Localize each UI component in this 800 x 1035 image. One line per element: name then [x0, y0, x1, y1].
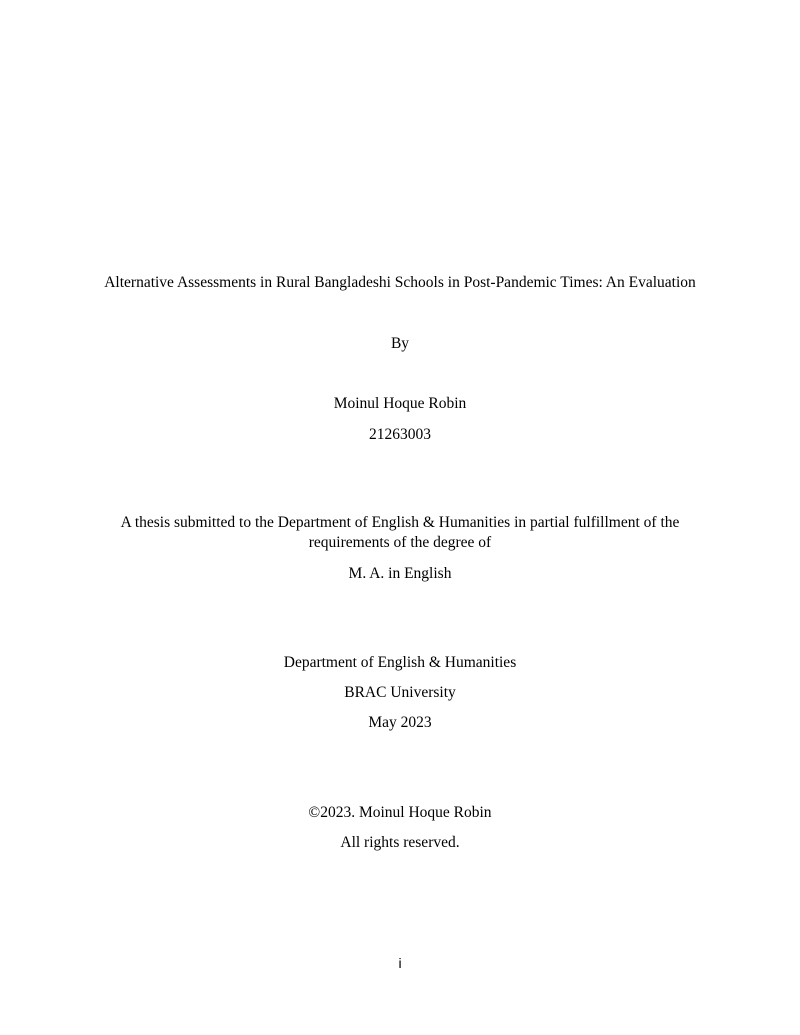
department-name: Department of English & Humanities — [283, 654, 517, 671]
submission-statement-line-2: requirements of the degree of — [308, 534, 492, 551]
student-id: 21263003 — [369, 426, 431, 443]
rights-notice: All rights reserved. — [340, 834, 460, 851]
author-name: Moinul Hoque Robin — [333, 395, 467, 412]
page-number: i — [398, 955, 402, 971]
submission-statement-line-1: A thesis submitted to the Department of English & Humanities in partial fulfillment of the — [120, 514, 680, 531]
university-name: BRAC University — [344, 684, 456, 701]
degree-name: M. A. in English — [348, 565, 452, 582]
thesis-title: Alternative Assessments in Rural Bangladeshi Schools in Post-Pandemic Times: An Evaluation — [104, 274, 696, 291]
submission-date: May 2023 — [368, 714, 432, 731]
by-label: By — [390, 335, 410, 352]
copyright-notice: ©2023. Moinul Hoque Robin — [308, 804, 492, 821]
